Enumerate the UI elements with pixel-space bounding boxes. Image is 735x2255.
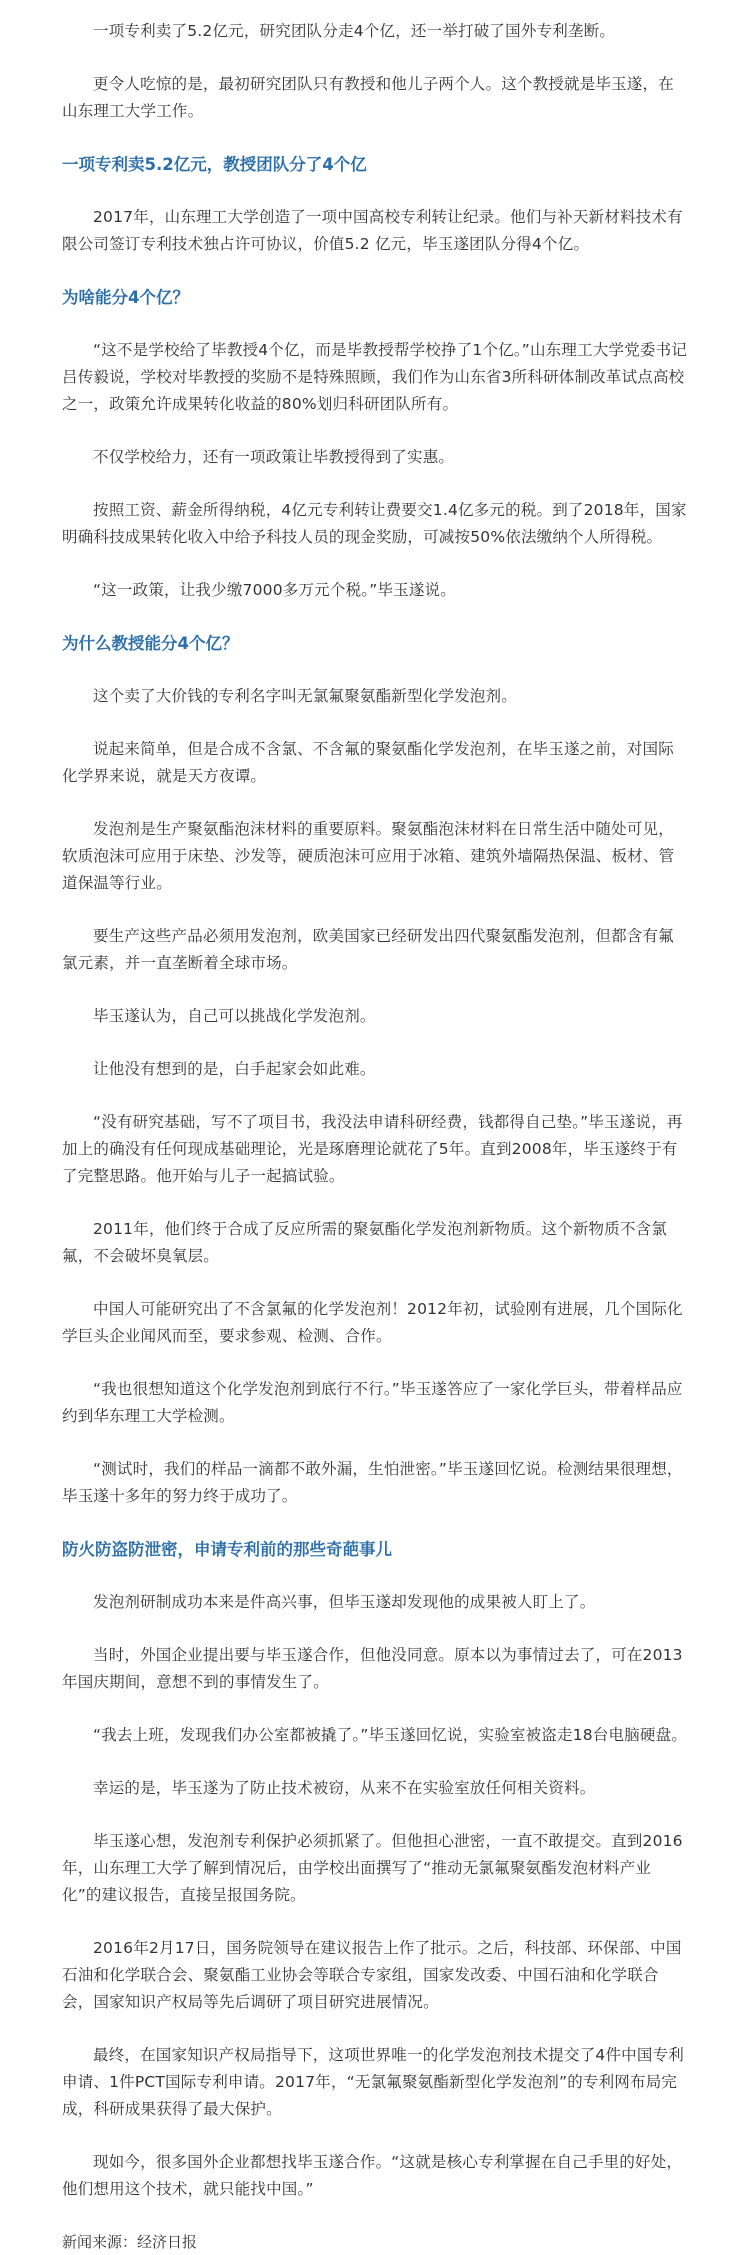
article-paragraph: 2017年，山东理工大学创造了一项中国高校专利转让纪录。他们与补天新材料技术有限公司签订专利技术独占许可协议，价值5.2 亿元，毕玉遂团队分得4个亿。 (62, 208, 683, 253)
article-paragraph: “测试时，我们的样品一滴都不敢外漏，生怕泄密。”毕玉遂回忆说。检测结果很理想，毕玉遂十多年的努力终于成功了。 (62, 1460, 683, 1505)
section-heading: 为什么教授能分4个亿？ (62, 634, 239, 653)
article-paragraph: 说起来简单，但是合成不含氯、不含氟的聚氨酯化学发泡剂，在毕玉遂之前，对国际化学界来说，就是天方夜谭。 (62, 740, 674, 785)
article-paragraph: 2016年2月17日，国务院领导在建议报告上作了批示。之后，科技部、环保部、中国石油和化学联合会、聚氨酯工业协会等联合专家组，国家发改委、中国石油和化学联合会，国家知识产权局等先后调研了项目研究进展情况。 (62, 1939, 682, 2011)
article-paragraph: 要生产这些产品必须用发泡剂，欧美国家已经研发出四代聚氨酯发泡剂，但都含有氟氯元素，并一直垄断着全球市场。 (62, 927, 674, 972)
article-paragraph: 现如今，很多国外企业都想找毕玉遂合作。“这就是核心专利掌握在自己手里的好处，他们想用这个技术，就只能找中国。” (62, 2153, 683, 2198)
article-paragraph: “这一政策，让我少缴7000多万元个税。”毕玉遂说。 (93, 581, 456, 599)
section-heading: 防火防盗防泄密，申请专利前的那些奇葩事儿 (62, 1540, 392, 1559)
article-paragraph: “我也很想知道这个化学发泡剂到底行不行。”毕玉遂答应了一家化学巨头，带着样品应约到华东理工大学检测。 (62, 1380, 683, 1425)
article-paragraph: 按照工资、薪金所得纳税，4亿元专利转让费要交1.4亿多元的税。到了2018年，国家明确科技成果转化收入中给予科技人员的现金奖励，可减按50%依法缴纳个人所得税。 (62, 501, 687, 546)
article-paragraph: 发泡剂研制成功本来是件高兴事，但毕玉遂却发现他的成果被人盯上了。 (93, 1593, 596, 1611)
article-paragraph: 让他没有想到的是，白手起家会如此难。 (93, 1060, 376, 1078)
section-heading: 一项专利卖5.2亿元，教授团队分了4个亿 (62, 155, 367, 174)
article-paragraph: 幸运的是，毕玉遂为了防止技术被窃，从来不在实验室放任何相关资料。 (93, 1779, 596, 1797)
article-paragraph: “我去上班，发现我们办公室都被撬了。”毕玉遂回忆说，实验室被盗走18台电脑硬盘。 (93, 1726, 688, 1744)
article-paragraph: 最终，在国家知识产权局指导下，这项世界唯一的化学发泡剂技术提交了4件中国专利申请、1件PCT国际专利申请。2017年，“无氯氟聚氨酯新型化学发泡剂”的专利网布局完成，科研成果获得了最大保护。 (62, 2046, 684, 2118)
article-paragraph: 这个卖了大价钱的专利名字叫无氯氟聚氨酯新型化学发泡剂。 (93, 687, 517, 705)
article-paragraph: 一项专利卖了5.2亿元，研究团队分走4个亿，还一举打破了国外专利垄断。 (93, 22, 616, 40)
news-source: 新闻来源：经济日报 (62, 2233, 198, 2251)
article-paragraph: 毕玉遂认为，自己可以挑战化学发泡剂。 (93, 1007, 376, 1025)
article-paragraph: “这不是学校给了毕教授4个亿，而是毕教授帮学校挣了1个亿。”山东理工大学党委书记吕传毅说，学校对毕教授的奖励不是特殊照顾，我们作为山东省3所科研体制改革试点高校之一，政策允许成果转化收益的80%划归科研团队所有。 (62, 341, 688, 413)
article-paragraph: 更令人吃惊的是，最初研究团队只有教授和他儿子两个人。这个教授就是毕玉遂，在山东理工大学工作。 (62, 75, 674, 120)
article-paragraph: 发泡剂是生产聚氨酯泡沫材料的重要原料。聚氨酯泡沫材料在日常生活中随处可见，软质泡沫可应用于床垫、沙发等，硬质泡沫可应用于冰箱、建筑外墙隔热保温、板材、管道保温等行业。 (62, 820, 675, 892)
article-paragraph: 2011年，他们终于合成了反应所需的聚氨酯化学发泡剂新物质。这个新物质不含氯氟，不会破坏臭氧层。 (62, 1220, 668, 1265)
article-paragraph: “没有研究基础，写不了项目书，我没法申请科研经费，钱都得自己垫。”毕玉遂说，再加上的确没有任何现成基础理论，光是琢磨理论就花了5年。直到2008年，毕玉遂终于有了完整思路。他开始与儿子一起搞试验。 (62, 1113, 683, 1185)
article-paragraph: 当时，外国企业提出要与毕玉遂合作，但他没同意。原本以为事情过去了，可在2013年国庆期间，意想不到的事情发生了。 (62, 1646, 683, 1691)
article-paragraph: 毕玉遂心想，发泡剂专利保护必须抓紧了。但他担心泄密，一直不敢提交。直到2016年，山东理工大学了解到情况后，由学校出面撰写了“推动无氯氟聚氨酯发泡材料产业化”的建议报告，直接呈报国务院。 (62, 1832, 683, 1904)
section-heading: 为啥能分4个亿？ (62, 288, 189, 307)
article-paragraph: 不仅学校给力，还有一项政策让毕教授得到了实惠。 (93, 448, 455, 466)
article-paragraph: 中国人可能研究出了不含氯氟的化学发泡剂！2012年初，试验刚有进展，几个国际化学巨头企业闻风而至，要求参观、检测、合作。 (62, 1300, 683, 1345)
